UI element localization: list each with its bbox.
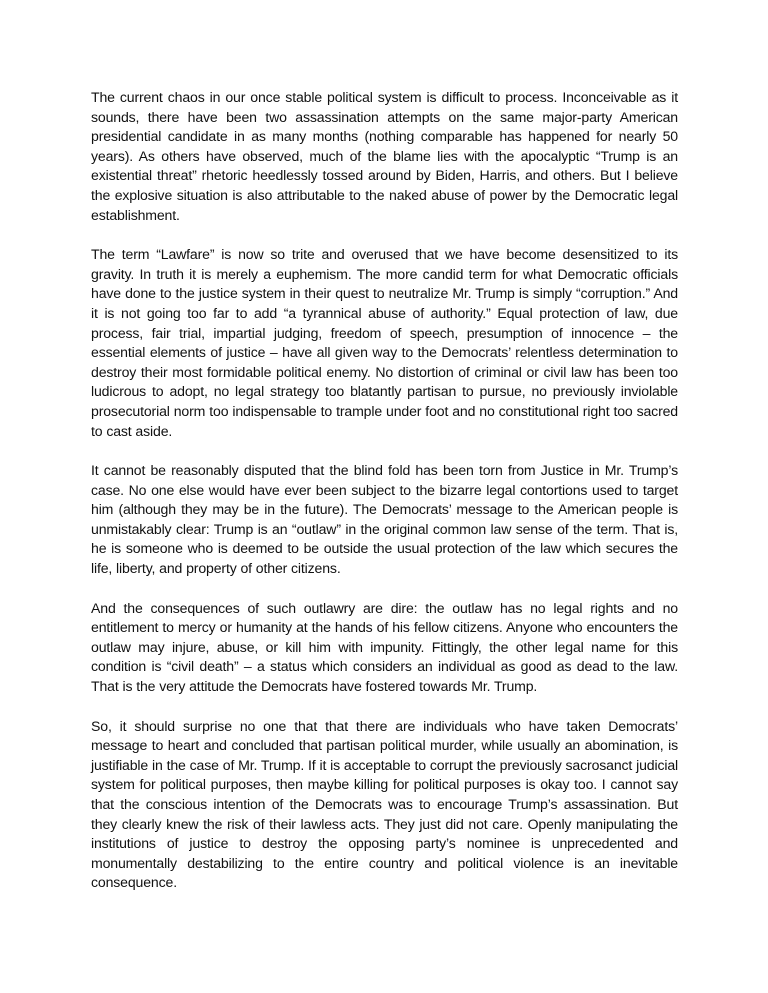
- paragraph-5: So, it should surprise no one that that there are individuals who have taken Democrats’ message to heart and concluded that partisan political murder, while usually an abomination, is justifiable in the case of Mr. Trump. If it is acceptable to corrupt the previously sacrosanct judicial system for political purposes, then maybe killing for political purposes is okay too. I cannot say that the conscious intention of the Democrats was to encourage Trump’s assassination. But they clearly knew the risk of their lawless acts. They just did not care. Openly manipulating the institutions of justice to destroy the opposing party’s nominee is unprecedented and monumentally destabilizing to the entire country and political violence is an inevitable consequence.: [91, 717, 678, 891]
- paragraph-2: The term “Lawfare” is now so trite and overused that we have become desensitized to its gravity. In truth it is merely a euphemism. The more candid term for what Democratic officials have done to the justice system in their quest to neutralize Mr. Trump is simply “corruption.” And it is not going too far to add “a tyrannical abuse of authority.” Equal protection of law, due process, fair trial, impartial judging, freedom of speech, presumption of innocence – the essential elements of justice – have all given way to the Democrats’ relentless determination to destroy their most formidable political enemy. No distortion of criminal or civil law has been too ludicrous to adopt, no legal strategy too blatantly partisan to pursue, no previously inviolable prosecutorial norm too indispensable to trample under foot and no constitutional right too sacred to cast aside.: [91, 246, 678, 439]
- paragraph-3: It cannot be reasonably disputed that the blind fold has been torn from Justice in Mr. Trump’s case. No one else would have ever been subject to the bizarre legal contortions used to target him (although they may be in the future). The Democrats’ message to the American people is unmistakably clear: Trump is an “outlaw” in the original common law sense of the term. That is, he is someone who is deemed to be outside the usual protection of the law which secures the life, liberty, and property of other citizens.: [91, 462, 678, 577]
- document-body: [91, 88, 678, 913]
- paragraph-4: And the consequences of such outlawry are dire: the outlaw has no legal rights and no entitlement to mercy or humanity at the hands of his fellow citizens. Anyone who encounters the outlaw may injure, abuse, or kill him with impunity. Fittingly, the other legal name for this condition is “civil death” – a status which considers an individual as good as dead to the law. That is the very attitude the Democrats have fostered towards Mr. Trump.: [91, 599, 678, 695]
- paragraph-1: The current chaos in our once stable political system is difficult to process. Inconceivable as it sounds, there have been two assassination attempts on the same major-party American presidential candidate in as many months (nothing comparable has happened for nearly 50 years). As others have observed, much of the blame lies with the apocalyptic “Trump is an existential threat” rhetoric heedlessly tossed around by Biden, Harris, and others. But I believe the explosive situation is also attributable to the naked abuse of power by the Democratic legal establishment.: [91, 89, 678, 223]
